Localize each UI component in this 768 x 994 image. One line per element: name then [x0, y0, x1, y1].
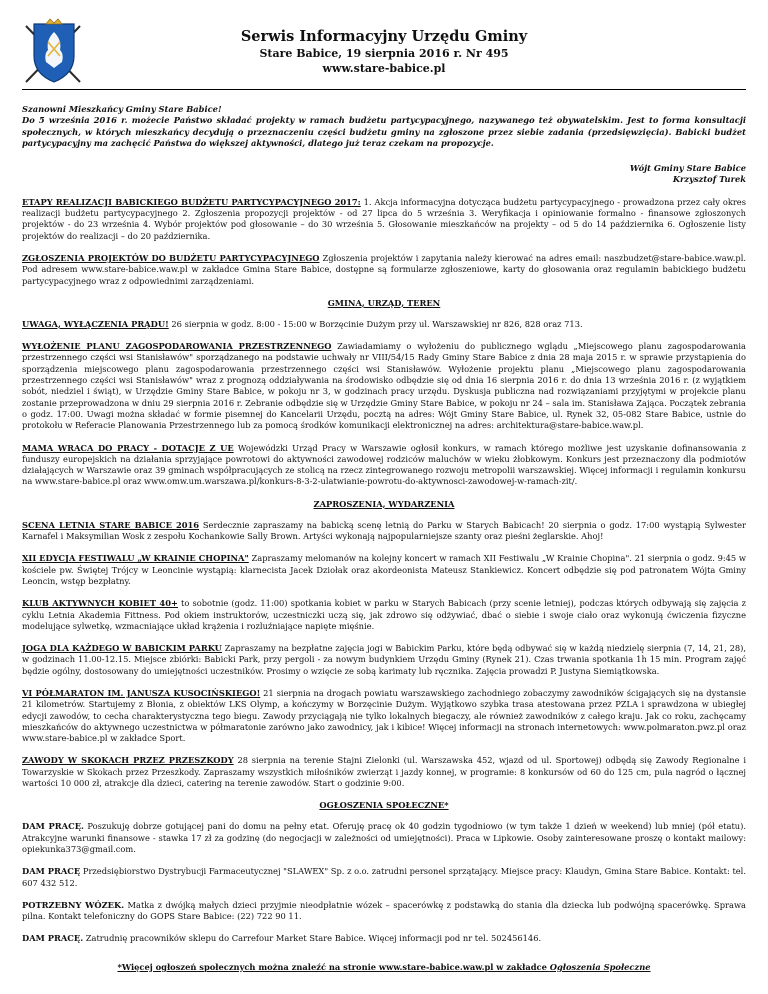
ad-item	[22, 866, 746, 889]
zawody-text: 28 sierpnia na terenie Stajni Zielonki (ul. Warszawska 452, wjazd od ul. Sportowej) odbędą się Zawody Regionalne i Towarzyskie w Skokach przez Przeszkody. Zapraszamy wszystkich miłośników zwierząt i jazdy konnej, w programie: 8 konkursów od 60 do 125 cm, pula nagród o łącznej wartości 10 000 zł, atrakcje dla dzieci, catering na terenie zawodów. Start o godzinie 9:00.	[22, 755, 746, 789]
klub-heading: KLUB AKTYWNYCH KOBIET 40+	[22, 598, 178, 609]
footer-text: *Więcej ogłoszeń społecznych można znaleźć na stronie www.stare-babice.waw.pl w zakładce	[117, 961, 550, 972]
section-plan	[22, 341, 746, 431]
section-festiwal	[22, 553, 746, 587]
ad-heading: DAM PRACĘ.	[22, 821, 84, 832]
mama-text: Wojewódzki Urząd Pracy w Warszawie ogłosił konkurs, w ramach którego możliwe jest uzyskanie dofinansowania z funduszy europejskich na działania sprzyjające powrotowi do aktywności zawodowej rodziców maluchów w wieku żłobkowym. Konkurs jest przeznaczony dla podmiotów działających w Warszawie oraz 39 gminach współpracujących ze stolicą na rzecz zintegrowanego rozwoju metropolii warszawskiej. Więcej informacji i regulamin konkursu na www.stare-babice.pl oraz www.omw.um.warszawa.pl/konkurs-8-3-2-ulatwianie-powrotu-do-aktywnosci-zawodowej-w-ramach-zit/.	[22, 442, 747, 487]
section-polmaraton	[22, 688, 746, 744]
website-link[interactable]: www.stare-babice.pl	[322, 62, 446, 75]
etapy-text: 1. Akcja informacyjna dotycząca budżetu partycypacyjnego - prowadzona przez cały okres realizacji budżetu partycypacyjnego 2. Zgłoszenia propozycji projektów - od 27 lipca do 5 września 3. Weryfikacja i opiniowanie formalno - finansowe zgłoszonych projektów - do 23 września 4. Wybór projektów pod głosowanie – do 30 września 5. Głosowanie mieszkańców na projekty – od 5 do 14 października 6. Ogłoszenie listy projektów do realizacji – do 20 października.	[22, 196, 746, 241]
signature	[22, 163, 746, 186]
scena-text: Serdecznie zapraszamy na babicką scenę letnią do Parku w Starych Babicach! 20 sierpnia o godz. 17:00 wystąpią Sylwester Karnafel i Maksymilian Wosk z zespołu Kochankowie Sally Brown. Artyści wykonają najpopularniejsze szanty oraz pieśni żeglarskie. Ahoj!	[22, 519, 746, 542]
section-klub	[22, 598, 746, 632]
ad-heading: POTRZEBNY WÓZEK.	[22, 899, 125, 910]
ad-heading: DAM PRACĘ.	[22, 933, 84, 944]
intro-letter	[22, 104, 746, 149]
zgloszenia-text: Zgłoszenia projektów i zapytania należy kierować na adres email: naszbudzet@stare-babice.waw.pl. Pod adresem www.stare-babice.waw.pl w zakładce Gmina Stare Babice, dostępne są formularze zgłoszeniowe, karty do głosowania oraz regulamin babickiego budżetu partycypacyjnego wraz z odpowiednimi zarządzeniami.	[22, 252, 746, 286]
intro-greeting: Szanowni Mieszkańcy Gminy Stare Babice!	[22, 104, 222, 114]
signature-role: Wójt Gminy Stare Babice	[629, 163, 746, 174]
ad-text: Poszukuję dobrze gotującej pani do domu na pełny etat. Oferuję pracę ok 40 godzin tygodniowo (w tym także 1 dzień w weekend) lub mniej (pół etatu). Atrakcyjne warunki finansowe - stawka 17 zł za godzinę (do negocjacji w zależności od umiejętności). Praca w Lipkowie. Osoby zainteresowane proszę o kontakt mailowy: opiekunka373@gmail.com.	[22, 821, 747, 854]
section-uwaga	[22, 319, 746, 330]
ad-heading: DAM PRACĘ	[22, 866, 81, 877]
polmaraton-heading: VI PÓŁMARATON IM. JANUSZA KUSOCIŃSKIEGO!	[22, 687, 261, 698]
page-title: Serwis Informacyjny Urzędu Gminy	[240, 28, 528, 45]
polmaraton-text: 21 sierpnia na drogach powiatu warszawskiego zachodniego zobaczymy zawodników ścigających się na dystansie 21 kilometrów. Startujemy z Błonia, z obiektów LKS Olymp, a kończymy w Borzęcinie Dużym. Wyjątkowo szybka trasa atestowana przez PZLA i sprawdzona w ubiegłej edycji zawodów, to cecha charakterystyczna tego biegu. Zawody przyciągają nie tylko lokalnych biegaczy, ale również zawodników z całego kraju. Jak co roku, zachęcamy mieszkańców do aktywnego uczestnictwa w półmaratonie zarówno jako zawodnicy, jak i kibice! Więcej informacji na stronach internetowych: www.polmaraton.pwz.pl oraz www.stare-babice.pl w zakładce Sport.	[22, 687, 746, 744]
ad-text: Zatrudnię pracowników sklepu do Carrefour Market Stare Babice. Więcej informacji pod nr tel. 502456146.	[83, 933, 542, 944]
joga-heading: JOGA DLA KAŻDEGO W BABICKIM PARKU	[22, 643, 222, 654]
zgloszenia-heading: ZGŁOSZENIA PROJEKTÓW DO BUDŻETU PARTYCYPACYJNEGO	[22, 252, 320, 263]
intro-text: Do 5 września 2016 r. możecie Państwo składać projekty w ramach budżetu partycypacyjnego, nazywanego też obywatelskim. Jest to forma konsultacji społecznych, w których mieszkańcy decydują o przeznaczeniu części budżetu gminy na zgłoszone przez siebie zadania (przedsięwzięcia). Babicki budżet partycypacyjny ma zachęcić Państwa do większej aktywności, dlatego już teraz czekam na propozycje.	[22, 115, 746, 148]
plan-text: Zawiadamiamy o wyłożeniu do publicznego wglądu „Miejscowego planu zagospodarowania przestrzennego części wsi Stanisławów" sporządzanego na podstawie uchwały nr VIII/54/15 Rady Gminy Stare Babice z dnia 28 maja 2015 r. w sprawie przystąpienia do sporządzenia miejscowego planu zagospodarowania przestrzennego części wsi Stanisławów. Wyłożenie projektu planu „Miejscowego planu zagospodarowania przestrzennego części wsi Stanisławów" wraz z prognozą oddziaływania na środowisko odbędzie się od dnia 16 sierpnia 2016 r. do dnia 13 września 2016 r. (z wyjątkiem sobót, niedziel i świąt), w Urzędzie Gminy Stare Babice, w pokoju nr 3, w godzinach pracy urzędu. Dyskusja publiczna nad rozwiązaniami przyjętymi w projekcie planu zostanie przeprowadzona w dniu 29 sierpnia 2016 r. Zebranie odbędzie się w Urzędzie Gminy Stare Babice, w pokoju nr 24 – sala im. Stanisława Zająca. Początek zebrania o godz. 17:00. Uwagi można składać w formie pisemnej do Kancelarii Urzędu, pocztą na adres: Wójt Gminy Stare Babice, ul. Rynek 32, 05-082 Stare Babice, ustnie do protokołu w Referacie Planowania Przestrzennego lub za pomocą środków komunikacji elektronicznej na adres: architektura@stare-babice.waw.pl.	[22, 341, 746, 431]
section-scena	[22, 520, 746, 543]
mama-heading: MAMA WRACA DO PRACY - DOTACJE Z UE	[22, 442, 234, 453]
ad-text: Przedsiębiorstwo Dystrybucji Farmaceutycznej "SLAWEX" Sp. z o.o. zatrudni personel sprzątający. Miejsce pracy: Klaudyn, Gmina Stare Babice. Kontakt: tel. 607 432 512.	[22, 866, 746, 888]
klub-text: to sobotnie (godz. 11:00) spotkania kobiet w parku w Starych Babicach (przy scenie letniej), podczas których odbywają się zajęcia z cyklu Letnia Akademia Fittness. Pod okiem instruktorów, uczestniczki uczą się, jak zdrowo się odżywiać, dbać o siebie i swoje ciało oraz wykonują ćwiczenia fizyczne modelujące sylwetkę, wzmacniające układ krążenia i rozluźniające napięte mięśnie.	[22, 598, 746, 631]
zawody-heading: ZAWODY W SKOKACH PRZEZ PRZESZKODY	[22, 755, 234, 766]
festiwal-heading: XII EDYCJA FESTIWALU „W KRAINIE CHOPINA"	[22, 553, 249, 564]
section-zawody	[22, 755, 746, 789]
etapy-heading: ETAPY REALIZACJI BABICKIEGO BUDŻETU PARTYCYPACYJNEGO 2017:	[22, 196, 361, 207]
ad-item	[22, 933, 746, 944]
section-mama	[22, 443, 746, 488]
ad-text: Matka z dwójką małych dzieci przyjmie nieodpłatnie wózek – spacerówkę z podstawką do stania dla dziecka lub podwójną spacerówkę. Sprawa pilna. Kontakt telefoniczny do GOPS Stare Babice: (22) 722 90 11.	[22, 899, 746, 922]
footer-note	[22, 962, 746, 972]
ad-item	[22, 821, 746, 855]
issue-info: Stare Babice, 19 sierpnia 2016 r. Nr 495	[259, 47, 509, 60]
coat-of-arms-icon	[22, 18, 86, 88]
joga-text: Zapraszamy na bezpłatne zajęcia jogi w Babickim Parku, które będą odbywać się w każdą niedzielę sierpnia (7, 14, 21, 28), w godzinach 11.00-12.15. Miejsce zbiórki: Babicki Park, przy pergoli - za nowym budynkiem Urzędu Gminy (Rynek 21). Czas trwania spotkania 1h 15 min. Program zajęć będzie ogólny, dostosowany do umiejętności uczestników. Prosimy o wzięcie ze sobą karimaty lub ręcznika. Zajęcia prowadzi P. Justyna Siemiątkowska.	[22, 643, 747, 676]
plan-heading: WYŁOŻENIE PLANU ZAGOSPODAROWANIA PRZESTRZENNEGO	[22, 341, 332, 352]
ad-item	[22, 900, 746, 923]
uwaga-text: 26 sierpnia w godz. 8:00 - 15:00 w Borzęcinie Dużym przy ul. Warszawskiej nr 826, 828 oraz 713.	[168, 318, 583, 329]
header	[22, 28, 746, 75]
section-zgloszenia	[22, 253, 746, 287]
section-joga	[22, 643, 746, 677]
section-heading-zaproszenia: ZAPROSZENIA, WYDARZENIA	[313, 498, 455, 509]
uwaga-heading: UWAGA, WYŁĄCZENIA PRĄDU!	[22, 318, 169, 329]
signature-name: Krzysztof Turek	[672, 174, 746, 185]
header-divider	[22, 89, 746, 90]
scena-heading: SCENA LETNIA STARE BABICE 2016	[22, 519, 200, 530]
section-etapy	[22, 197, 746, 242]
section-heading-gmina: GMINA, URZĄD, TEREN	[327, 297, 441, 308]
section-heading-ogloszenia: OGŁOSZENIA SPOŁECZNE*	[319, 800, 449, 811]
festiwal-text: Zapraszamy melomanów na kolejny koncert w ramach XII Festiwalu „W Krainie Chopina". 21 sierpnia o godz. 9:45 w kościele pw. Świętej Trójcy w Leoncinie wystąpią: klarnecista Jacek Dziołak oraz akordeonista Mateusz Stankiewicz. Koncert odbędzie się pod patronatem Wójta Gminy Leoncin, wstęp bezpłatny.	[22, 553, 746, 586]
document-page	[22, 18, 746, 972]
footer-link[interactable]: Ogłoszenia Społeczne	[549, 961, 651, 972]
